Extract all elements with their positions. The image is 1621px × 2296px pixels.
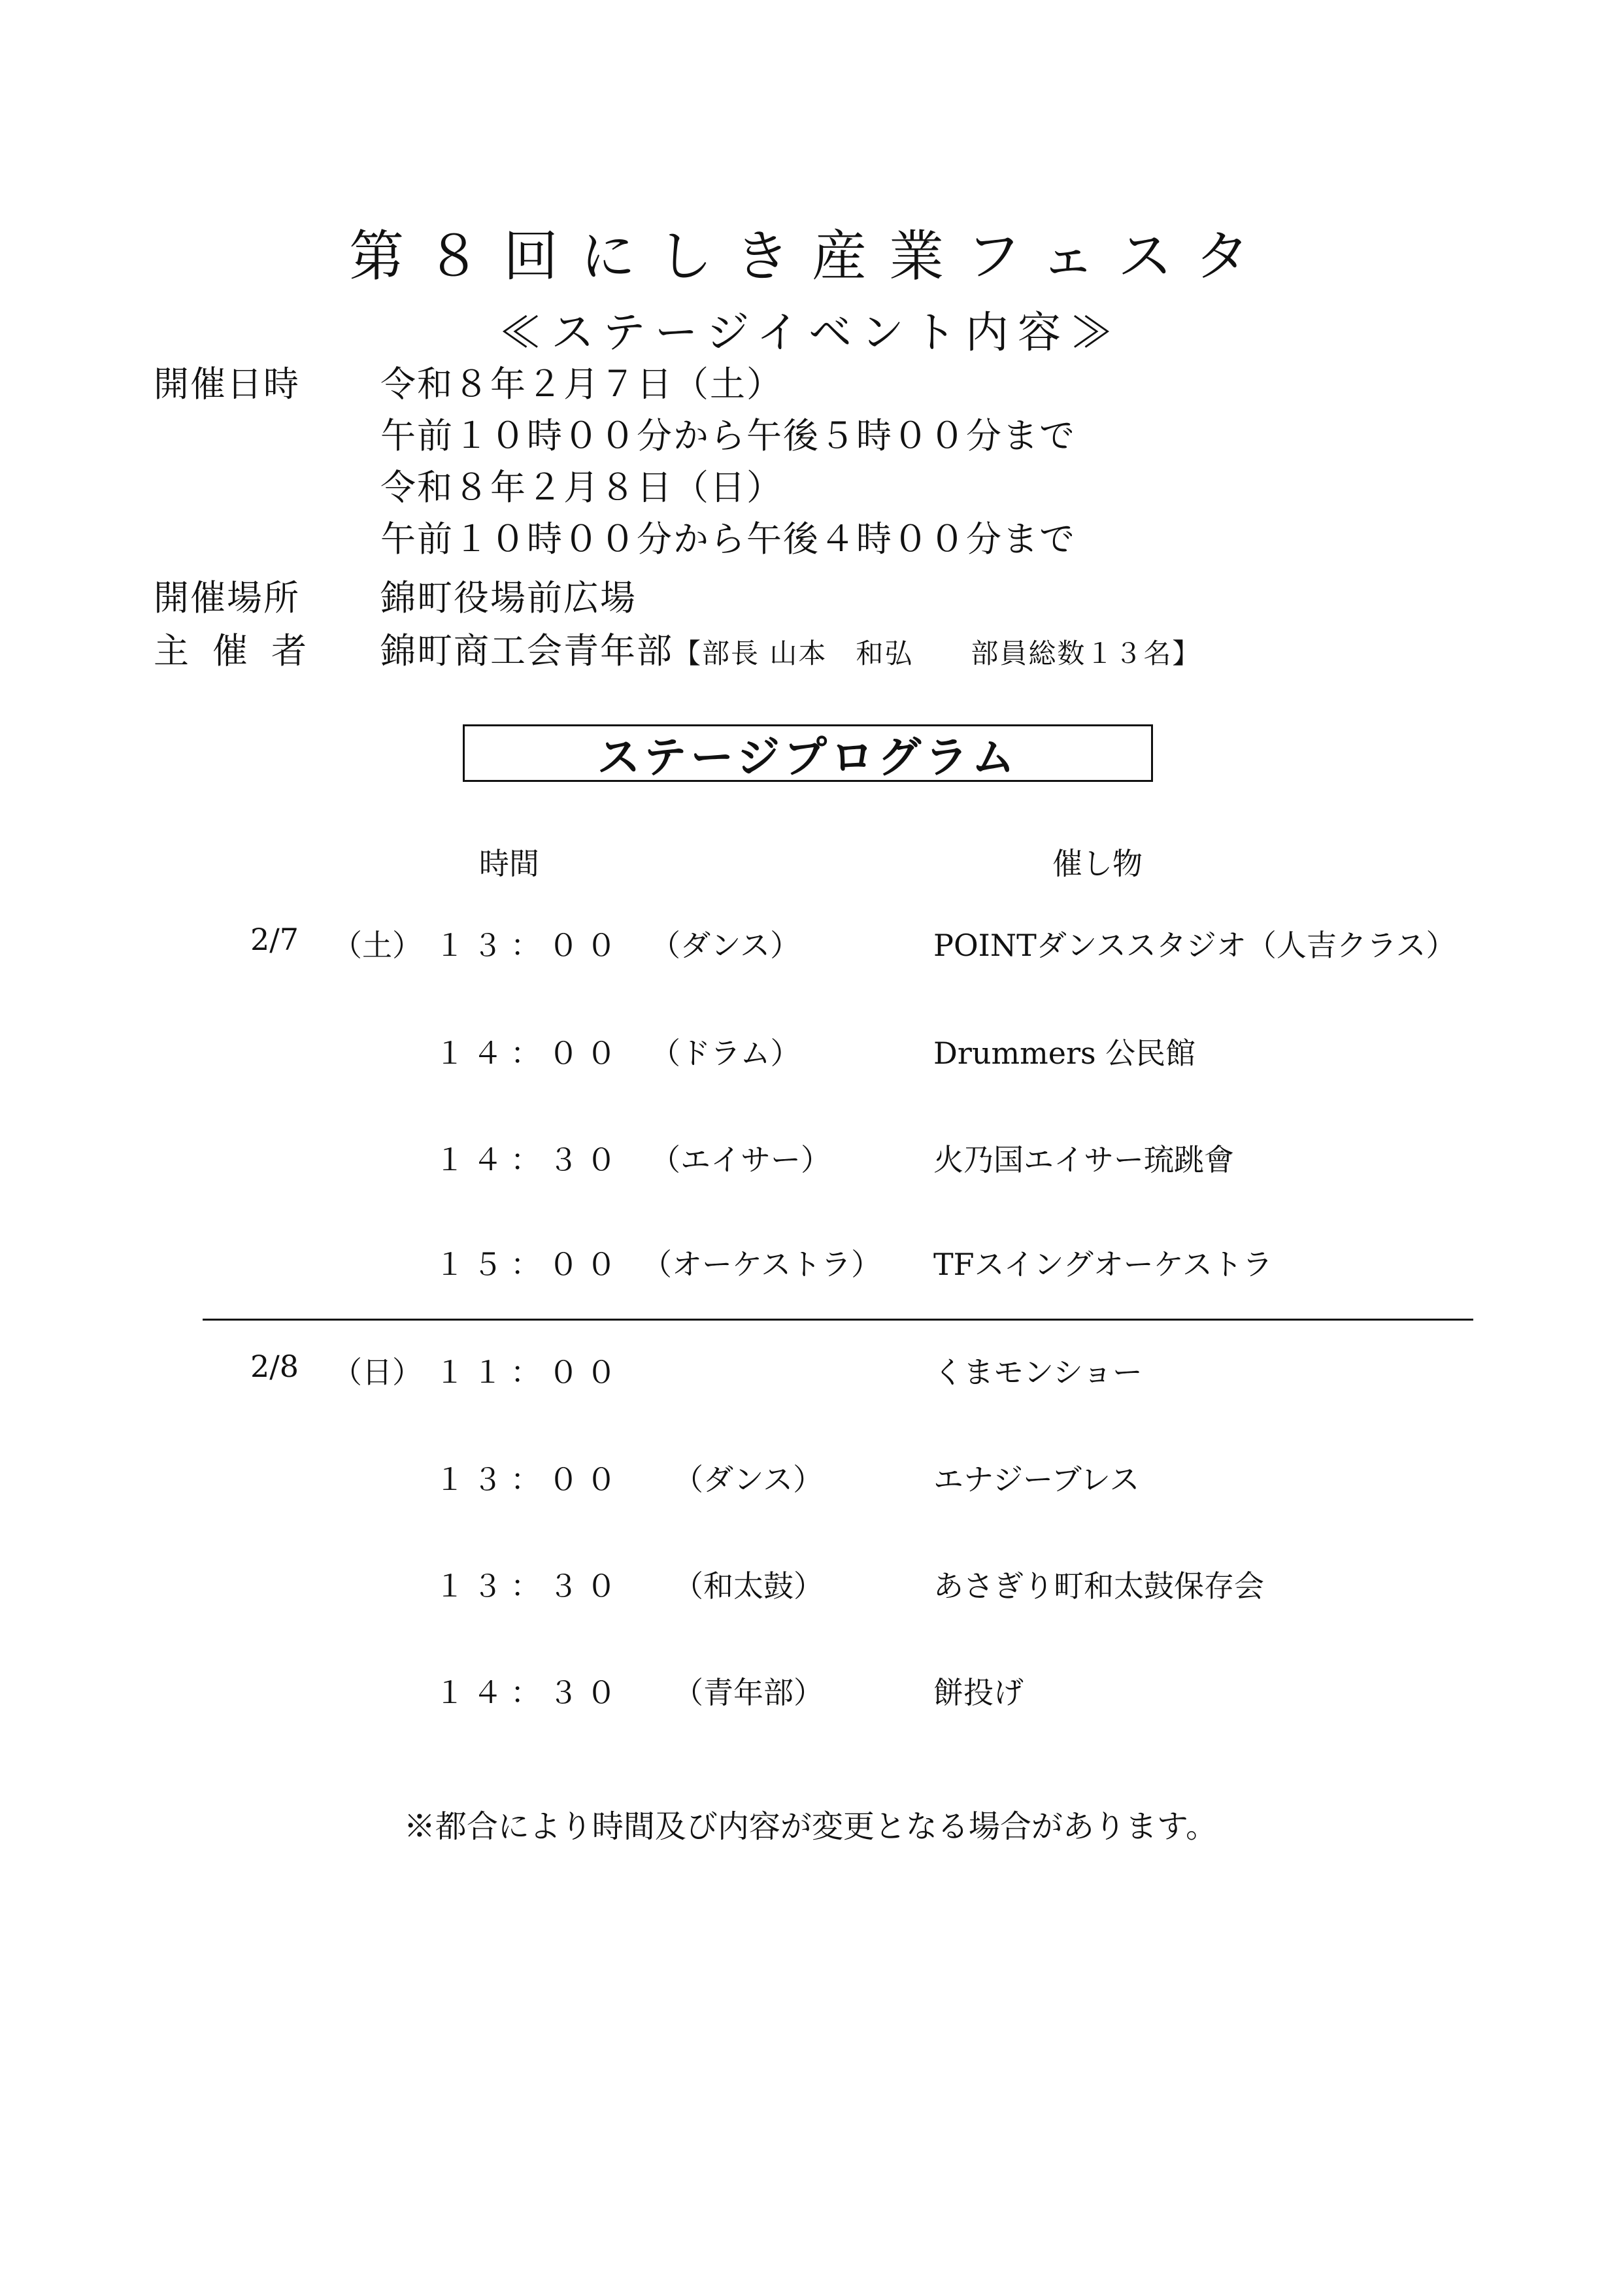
day2-row1-name: くまモンショー	[933, 1355, 1143, 1390]
day1-row1-name: POINTダンススタジオ（人吉クラス）	[933, 928, 1456, 963]
column-header-event: 催し物	[1052, 846, 1143, 881]
day2-row3-category: （和太鼓）	[673, 1568, 824, 1604]
organizer-note: 【部長 山本 和弘 部員総数１３名】	[673, 637, 1201, 669]
change-notice: ※都合により時間及び内容が変更となる場合があります。	[403, 1808, 1218, 1845]
day-divider	[203, 1319, 1473, 1321]
program-title-box	[463, 724, 1153, 782]
day1-row3-name: 火乃国エイサー琉跳會	[933, 1142, 1234, 1177]
day2-row4-category: （青年部）	[673, 1675, 824, 1710]
day1-weekday: （土）	[332, 928, 422, 963]
venue-label: 開催場所	[154, 577, 300, 618]
day1-row2-time: １４：００	[435, 1036, 624, 1071]
date-label: 開催日時	[154, 363, 300, 405]
organizer-label: 主催者	[154, 630, 330, 671]
day1-row4-category: （オーケストラ）	[642, 1247, 882, 1282]
day1-row1-time: １３：００	[435, 928, 624, 963]
day1-row4-name: TFスイングオーケストラ	[933, 1247, 1273, 1282]
day2-row4-name: 餅投げ	[933, 1675, 1024, 1710]
program-title: ステージプログラム	[597, 732, 1019, 783]
day1-row4-time: １５：００	[435, 1247, 624, 1282]
date-line-4: 午前１０時００分から午後４時００分まで	[380, 518, 1076, 560]
date-line-3: 令和８年２月８日（日）	[380, 467, 783, 508]
date-line-2: 午前１０時００分から午後５時００分まで	[380, 415, 1076, 456]
day2-row2-name: エナジーブレス	[933, 1462, 1140, 1497]
day2-row3-time: １３：３０	[435, 1568, 624, 1604]
column-header-time: 時間	[479, 846, 539, 881]
day1-row2-name: Drummers 公民館	[933, 1036, 1196, 1071]
page-subtitle: ≪ステージイベント内容≫	[498, 307, 1123, 358]
day1-row3-time: １４：３０	[435, 1142, 624, 1177]
day2-row4-time: １４：３０	[435, 1675, 624, 1710]
venue-value: 錦町役場前広場	[380, 577, 637, 618]
day2-row1-time: １１：００	[435, 1355, 624, 1390]
day2-row2-time: １３：００	[435, 1462, 624, 1497]
day1-row3-category: （エイサー）	[650, 1142, 831, 1177]
day2-row3-name: あさぎり町和太鼓保存会	[933, 1568, 1264, 1604]
day2-date: 2/8	[250, 1349, 299, 1384]
organizer-name: 錦町商工会青年部	[380, 630, 673, 671]
day1-date: 2/7	[250, 922, 299, 957]
day1-row2-category: （ドラム）	[650, 1036, 801, 1071]
day2-weekday: （日）	[332, 1355, 422, 1390]
day1-row1-category: （ダンス）	[650, 928, 801, 963]
day2-row2-category: （ダンス）	[673, 1462, 824, 1497]
date-line-1: 令和８年２月７日（土）	[380, 363, 783, 405]
organizer-value	[380, 623, 1201, 673]
page-title: 第８回にしき産業フェスタ	[349, 224, 1272, 288]
